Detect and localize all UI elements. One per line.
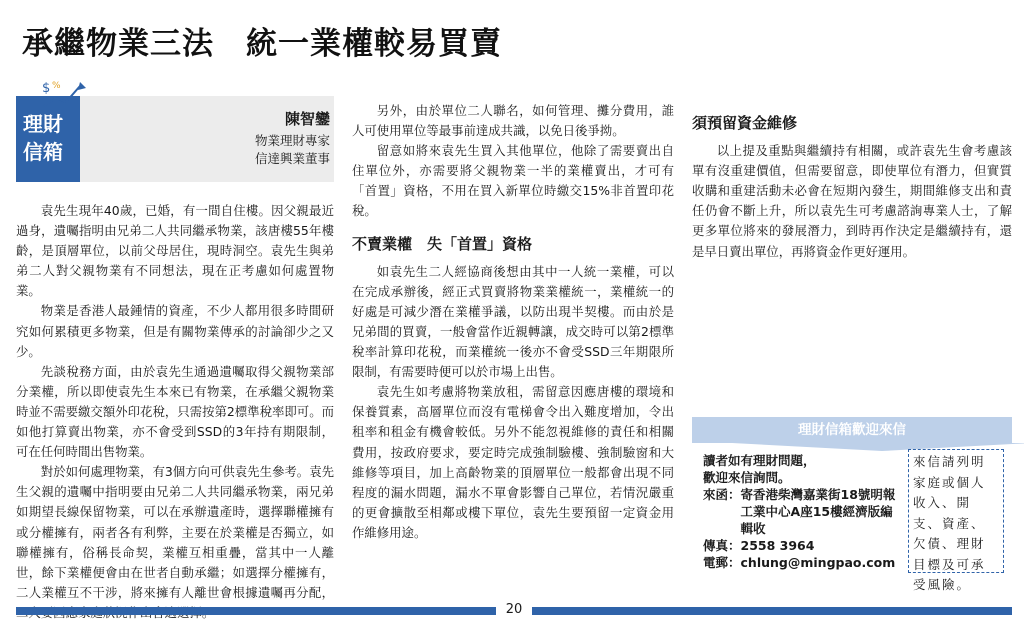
mail-label: 來函：: [703, 487, 741, 502]
paragraph: 留意如將來袁先生買入其他單位，他除了需要賣出自住單位外，亦需要將父親物業一半的業權賣出，才可有「首置」資格，不用在買入新單位時繳交15%非首置印花稅。: [352, 143, 674, 219]
column-logo-line1: 理財: [23, 112, 63, 136]
letters-notice: 來信請列明家庭或個人收入、開支、資產、欠債、理財目標及可承受風險。: [908, 449, 1004, 573]
letters-intro-1: 讀者如有理財問題，: [703, 453, 816, 468]
money-chart-icon: [40, 78, 92, 110]
article-column-2: [352, 101, 674, 543]
headline: 承繼物業三法 統一業權較易買賣: [22, 26, 502, 62]
article-column-3: [692, 101, 1012, 262]
svg-text:%: %: [52, 81, 61, 91]
letters-banner: 理財信箱歡迎來信: [692, 417, 1012, 443]
mail-address: 寄香港柴灣嘉業街18號明報工業中心A座15樓經濟版編輯收: [740, 487, 896, 536]
page-number: 20: [505, 602, 523, 617]
fax-row: [703, 537, 903, 554]
paragraph: 另外，由於單位二人聯名，如何管理、攤分費用，誰人可使用單位等最事前達成共識，以免日後爭拗。: [352, 103, 674, 139]
mail-row: [703, 486, 903, 537]
footer-bar-right: [532, 607, 1012, 615]
article-column-1: [16, 201, 334, 623]
fax-label: 傳真：: [703, 538, 741, 553]
author-title-2: 信達興業董事: [254, 151, 330, 166]
email-address[interactable]: chlung@mingpao.com: [740, 555, 896, 570]
paragraph: 以上提及重點與繼續持有相關，或許袁先生會考慮該單有沒重建價值，但需要留意，即使單位有潛力，但實質收購和重建活動未必會在短期內發生，期間維修支出和責任仍會不斷上升，所以袁先生可考慮諮詢專業人士，了解更多單位將來的發展潛力，到時再作決定是繼續持有，還是早日賣出單位，再將資金作更好運用。: [692, 143, 1012, 259]
fax-number: 2558 3964: [740, 538, 815, 553]
column-logo-line2: 信箱: [23, 140, 63, 164]
paragraph: 如袁先生二人經協商後想由其中一人統一業權，可以在完成承辦後，經正式買賣將物業業權統一，業權統一的好處是可減少潛在業權爭議，以防出現半契樓。而由於是兄弟間的買賣，一般會當作近親轉讓，成交時可以第2標準稅率計算印花稅，而業權統一後亦不會受SSD三年期限所限制，有需要時便可以於市場上出售。: [352, 263, 674, 380]
paragraph: 對於如何處理物業，有3個方向可供袁先生參考。袁先生父親的遺囑中指明要由兄弟二人共同繼承物業，兩兄弟如期望長線保留物業，可以在承辦遺產時，選擇聯權擁有或分權擁有，兩者各有利弊，主要在於業權是否獨立，如聯權擁有，俗稱長命契，業權互相重疊，當其中一人離世，餘下業權便會由在世者自動承繼；如選擇分權擁有，二人業權互不干涉，將來擁有人離世會根據遺囑再分配，: [16, 464, 334, 600]
paragraph: 先談稅務方面，由於袁先生通過遺囑取得父親物業部分業權，所以即使袁先生本來已有物業，在承繼父親物業時並不需要繳交額外印花稅，只需按第2標準稅率即可。而如他打算賣出物業，亦不會受到SSD的3年持有期限制，可在任何時間出售物業。: [16, 363, 334, 460]
letters-intro-2: 歡迎來信詢問。: [703, 470, 791, 485]
author-name: 陳智鑾: [284, 110, 330, 128]
email-row: [703, 554, 903, 571]
letters-contact: [703, 452, 903, 571]
email-label: 電郵：: [703, 555, 741, 570]
footer-bar-left: [16, 607, 496, 615]
subheading: 須預留資金維修: [692, 114, 798, 132]
paragraph: 袁先生現年40歲，已婚，有一間自住樓。因父親最近過身，遺囑指明由兄弟二人共同繼承物業，該唐樓55年樓齡，是頂層單位，以前父母居住，現時洞空。袁先生與弟弟二人對父親物業有不同想法，現在正考慮如何處置物業。: [16, 203, 334, 299]
svg-text:$: $: [42, 81, 51, 96]
subheading: 不賣業權 失「首置」資格: [352, 234, 533, 253]
paragraph: 物業是香港人最鍾情的資產，不少人都用很多時間研究如何累積更多物業，但是有關物業傳承的討論卻少之又少。: [16, 303, 334, 359]
author-title-1: 物業理財專家: [254, 133, 330, 148]
paragraph: 袁先生如考慮將物業放租，需留意因應唐樓的環境和保養質素，高層單位而沒有電梯會令出入難度增加，令出租率和租金有機會較低。另外不能忽視維修的責任和相關費用，按政府要求，要定時完成強制驗樓、強制驗窗和大維修等項目，加上高齡物業的頂層單位一般都會出現不同程度的漏水問題，漏水不單會影響自己單位，若情況嚴重的更會擴散至相鄰或樓下單位，袁先生要預留一定資金用作維修用途。: [352, 384, 674, 540]
